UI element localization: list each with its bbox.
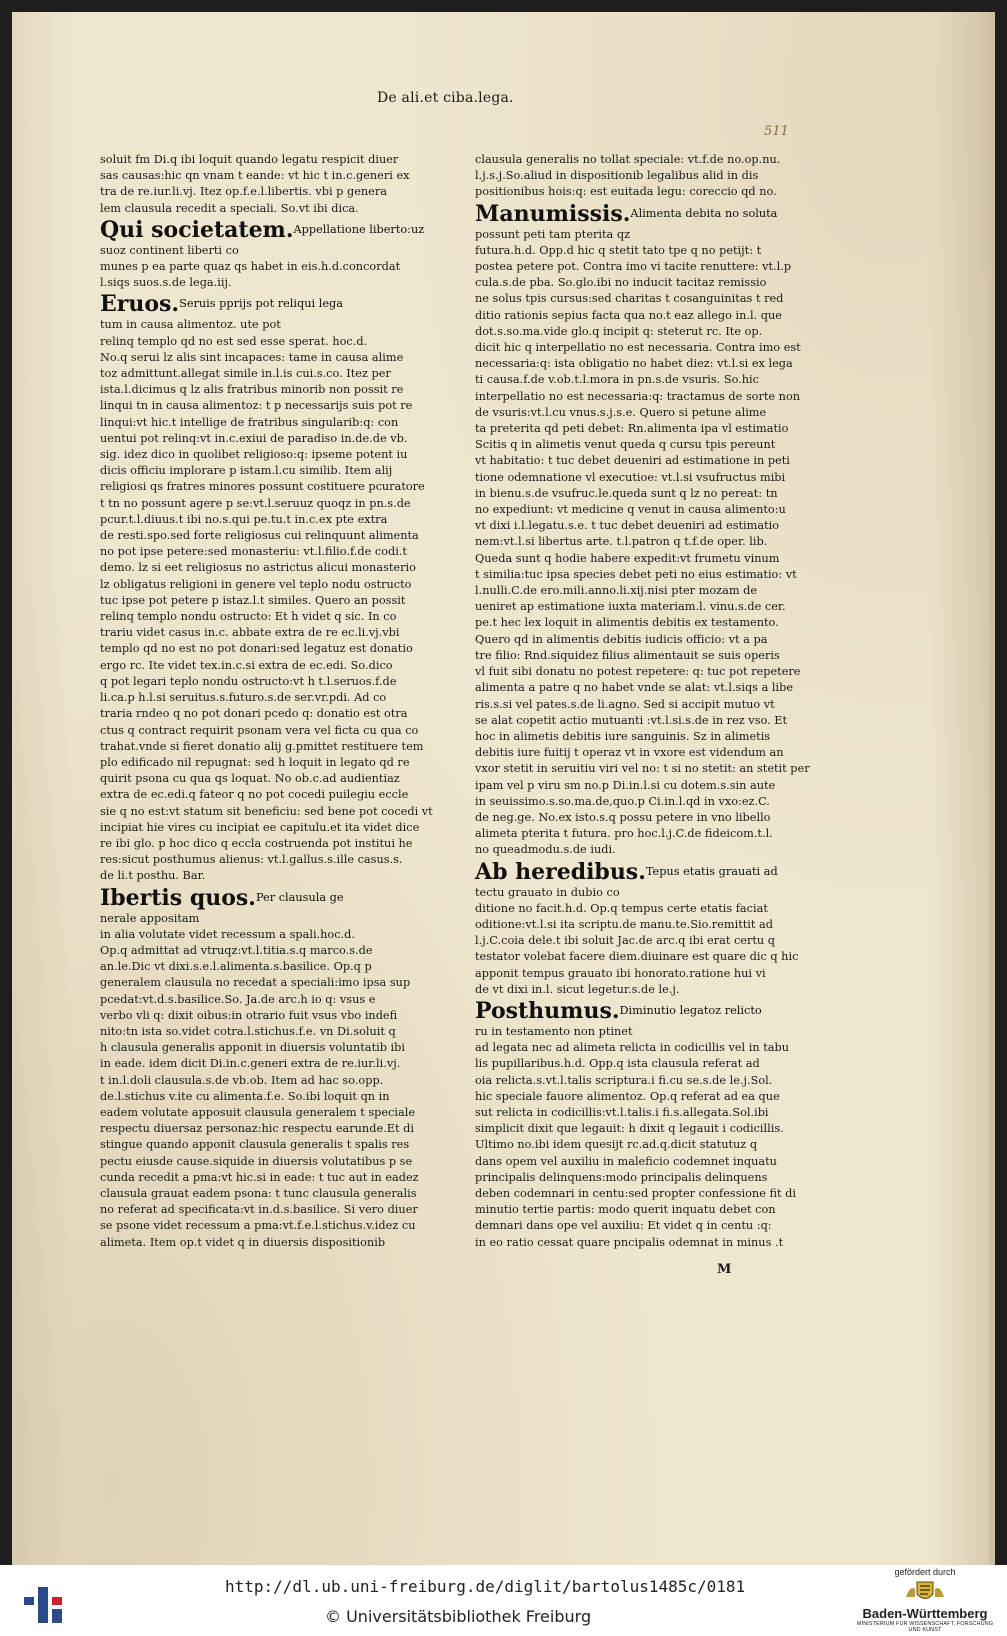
text-line: ti causa.f.de v.ob.t.l.mora in pn.s.de vsuris. So.hic [475, 373, 759, 387]
text-line: t tn no possunt agere p se:vt.l.seruuz quoqz in pn.s.de [100, 496, 411, 510]
rubric-initial-word: Posthumus. [475, 997, 620, 1024]
left-column [100, 152, 433, 1251]
running-head: De ali.et ciba.lega. [377, 90, 514, 106]
text-line: pcedat:vt.d.s.basilice.So. Ja.de arc.h io q: vsus e [100, 992, 376, 1006]
text-line: dicis officiu implorare p istam.l.cu similib. Item alij [100, 464, 393, 478]
text-line: eadem volutate apposuit clausula generalem t speciale [100, 1105, 416, 1119]
text-line: vxor stetit in seruitiu viri vel no: t si no stetit: an stetit per [475, 762, 810, 776]
text-line: lis pupillaribus.h.d. Opp.q ista clausula referat ad [475, 1057, 760, 1071]
sponsor-ministry: MINISTERIUM FÜR WISSENSCHAFT, FORSCHUNG UND KUNST [856, 1621, 994, 1633]
text-line: re ibi glo. p hoc dico q eccla costruenda pot institui he [100, 836, 413, 850]
text-line: pectu eiusde cause.siquide in diuersis volutatibus p se [100, 1154, 413, 1168]
text-line: ta preterita qd peti debet: Rn.alimenta ipa vl estimatio [475, 422, 789, 436]
text-line: soluit fm Di.q ibi loquit quando legatu respicit diuer [100, 153, 399, 166]
text-line: l.j.C.coia dele.t ibi soluit Jac.de arc.q ibi erat certu q [475, 934, 776, 948]
text-line: sig. idez dico in quolibet religioso:q: ipseme potent iu [100, 448, 408, 462]
text-line: respectu diuersaz personaz:hic respectu earunde.Et di [100, 1122, 414, 1136]
manuscript-page [12, 12, 995, 1565]
rubric-initial-word: Manumissis. [475, 200, 631, 227]
text-line: tuc ipse pot petere p istaz.l.t similes. Quero an possit [100, 593, 406, 607]
text-line: sas causas:hic qn vnam t eande: vt hic t in.c.generi ex [100, 169, 410, 183]
text-line: minutio tertie partis: modo querit inquatu debet con [475, 1203, 776, 1217]
text-line: ista.l.dicimus q lz alis fratribus minorib non possit re [100, 383, 404, 397]
text-line: de resti.spo.sed forte religiosus cui relinquunt alimenta [100, 529, 419, 543]
text-line: dot.s.so.ma.vide glo.q incipit q: steterut rc. Ite op. [475, 324, 763, 338]
rubric-tail-text: Seruis pprijs pot reliqui lega [179, 297, 343, 311]
text-line: l.siqs suos.s.de lega.iij. [100, 276, 232, 290]
text-line: uentui pot relinq:vt in.c.exiui de paradiso in.de.de vb. [100, 431, 408, 445]
text-line: an.le.Dic vt dixi.s.e.l.alimenta.s.basilice. Op.q p [100, 960, 372, 974]
text-line: munes p ea parte quaz qs habet in eis.h.d.concordat [100, 260, 401, 274]
text-line: clausula grauat eadem psona: t tunc clausula generalis [100, 1186, 417, 1200]
text-line: demo. lz si eet religiosus no astrictus alicui monasterio [100, 561, 416, 575]
catchword: M [717, 1262, 732, 1277]
text-line: vt habitatio: t tuc debet deueniri ad estimatione in peti [475, 454, 790, 468]
text-line: ipam vel p viru sm no.p Di.in.l.si cu dotem.s.sin aute [475, 778, 776, 792]
text-line: generalem clausula no recedat a speciali:imo ipsa sup [100, 976, 411, 990]
rubric-heading [100, 216, 425, 243]
text-line: tre filio: Rnd.siquidez filius alimentauit se suis operis [475, 648, 780, 662]
text-line: tectu grauato in dubio co [475, 885, 620, 899]
text-line: templo qd no est no pot donari:sed legatuz est donatio [100, 642, 413, 656]
text-line: q pot legari teplo nondu ostructo:vt h t.l.seruos.f.de [100, 674, 397, 688]
text-line: hoc in alimetis debitis iure sanguinis. Sz in alimetis [475, 729, 771, 743]
text-line: possunt peti tam pterita qz [475, 227, 631, 241]
viewer-footer [0, 1565, 1007, 1636]
text-line: pe.t hec lex loquit in alimentis debitis ex testamento. [475, 616, 779, 630]
rubric-tail-text: Diminutio legatoz relicto [619, 1003, 762, 1017]
state-crest-icon [902, 1579, 948, 1605]
text-line: trariu videt casus in.c. abbate extra de re ec.li.vj.vbi [100, 626, 400, 640]
text-line: apponit tempus grauato ibi honorato.ratione hui vi [475, 966, 766, 980]
text-line: religiosi qs fratres minores possunt costituere pcuratore [100, 480, 425, 494]
logo-mid-bar [38, 1587, 48, 1623]
text-line: l.nulli.C.de ero.mili.anno.li.xij.nisi pter mozam de [475, 584, 758, 598]
text-line: vl fuit sibi donatu no potest repetere: q: tuc pot repetere [475, 665, 801, 679]
text-line: necessaria:q: ista obligatio no habet diez: vt.l.si ex lega [475, 357, 793, 371]
text-line: positionibus hois:q: est euitada legu: coreccio qd no. [475, 185, 777, 199]
rubric-initial-word: Qui societatem. [100, 216, 294, 243]
text-line: verbo vli q: dixit oibus:in otrario fuit vsus vbo indefi [100, 1008, 398, 1022]
text-line: linqui:vt hic.t intellige de fratribus singularib:q: con [100, 415, 399, 429]
text-line: ueniret ap estimatione iuxta materiam.l. vinu.s.de cer. [475, 600, 786, 614]
text-line: principalis delinquens:modo principalis delinquens [475, 1170, 768, 1184]
text-line: no queadmodu.s.de iudi. [475, 843, 616, 857]
text-line: in eade. idem dicit Di.in.c.generi extra de re.iur.li.vj. [100, 1057, 401, 1071]
logo-left-bar [24, 1597, 34, 1605]
text-line: alimenta a patre q no habet vnde se alat: vt.l.siqs a libe [475, 681, 794, 695]
text-line: no referat ad specificata:vt in.d.s.basilice. Si vero diuer [100, 1203, 418, 1217]
text-line: Quero qd in alimentis debitis iudicis officio: vt a pa [475, 632, 768, 646]
text-line: de neg.ge. No.ex isto.s.q possu petere in vno libello [475, 810, 771, 824]
text-line: quirit psona cu qua qs loquat. No ob.c.ad audientiaz [100, 772, 400, 786]
text-line: in alia volutate videt recessum a spali.hoc.d. [100, 927, 355, 941]
text-line: alimeta. Item op.t videt q in diuersis dispositionib [100, 1235, 386, 1249]
text-line: Scitis q in alimetis venut queda q cursu tpis pereunt [475, 438, 776, 452]
logo-right-low-bar [52, 1609, 62, 1623]
text-line: ditione no facit.h.d. Op.q tempus certe etatis faciat [475, 901, 768, 915]
text-line: ditio rationis sepius facta qua no.t eaz allego in.l. que [475, 308, 782, 322]
text-line: lem clausula recedit a speciali. So.vt ibi dica. [100, 201, 359, 215]
text-line: res:sicut posthumus alienus: vt.l.gallus.s.ille casus.s. [100, 853, 403, 867]
text-line: stingue quando apponit clausula generalis t spalis res [100, 1138, 410, 1152]
text-line: toz admittunt.allegat simile in.l.is cui.s.co. Itez per [100, 367, 391, 381]
text-line: Op.q admittat ad vtruqz:vt.l.titia.s.q marco.s.de [100, 943, 373, 957]
text-line: ru in testamento non ptinet [475, 1024, 633, 1038]
text-line: de li.t posthu. Bar. [100, 869, 206, 883]
text-line: ctus q contract requirit psonam vera vel ficta cu qua co [100, 723, 419, 737]
rubric-tail-text: Tepus etatis grauati ad [645, 864, 778, 878]
text-line: extra de ec.edi.q fateor q no pot cocedi puilegiu eccle [100, 788, 409, 802]
rubric-initial-word: Ibertis quos. [100, 884, 256, 911]
rubric-heading [475, 998, 770, 1024]
text-line: in eo ratio cessat quare pncipalis odemnat in minus .t [475, 1235, 784, 1249]
text-line: Ultimo no.ibi idem quesijt rc.ad.q.dicit statutuz q [475, 1138, 758, 1152]
text-line: nerale appositam [100, 911, 200, 925]
text-line: de vsuris:vt.l.cu vnus.s.j.s.e. Quero si petune alime [475, 405, 767, 419]
text-line: cula.s.de pba. So.glo.ibi no inducit tacitaz remissio [475, 276, 767, 290]
text-line: demnari dans ope vel auxiliu: Et videt q in centu :q: [475, 1219, 772, 1233]
text-line: interpellatio no est necessaria:q: tractamus de sorte non [475, 389, 801, 403]
text-line: No.q serui lz alis sint incapaces: tame in causa alime [100, 350, 404, 364]
logo-right-bar [52, 1597, 62, 1605]
text-line: vt dixi i.l.legatu.s.e. t tuc debet deueniri ad estimatio [475, 519, 780, 533]
text-line: l.j.s.j.So.aliud in dispositionib legalibus alid in dis [475, 169, 759, 183]
folio-number: 511 [764, 124, 789, 139]
text-line: li.ca.p h.l.si seruitus.s.futuro.s.de ser.vr.pdi. Ad co [100, 691, 387, 705]
sponsor-block[interactable] [850, 1567, 1000, 1635]
text-line: in bienu.s.de vsufruc.le.queda sunt q lz no pereat: tn [475, 486, 778, 500]
text-line: tra de re.iur.li.vj. Itez op.f.e.l.libertis. vbi p genera [100, 185, 388, 199]
text-line: dans opem vel auxiliu in maleficio codemnet inquatu [475, 1154, 777, 1168]
rubric-initial-word: Eruos. [100, 291, 180, 318]
copyright-notice: © Universitätsbibliothek Freiburg [325, 1607, 592, 1626]
text-line: tum in causa alimentoz. ute pot [100, 318, 281, 332]
text-line: cunda recedit a pma:vt hic.si in eade: t tuc aut in eadez [100, 1170, 419, 1184]
rubric-initial-word: Ab heredibus. [475, 858, 646, 885]
text-line: deben codemnari in centu:sed propter confessione fit di [475, 1186, 796, 1200]
text-line: ne solus tpis cursus:sed charitas t cosanguinitas t red [475, 292, 784, 306]
text-line: plo edificado nil repugnat: sed h loquit in legato qd re [100, 755, 410, 769]
text-line: ergo rc. Ite videt tex.in.c.si extra de ec.edi. So.dico [100, 658, 393, 672]
text-line: postea petere pot. Contra imo vi tacite renuttere: vt.l.p [475, 260, 792, 274]
text-line: no expediunt: vt medicine q venut in causa alimento:u [475, 503, 786, 517]
text-line: in seuissimo.s.so.ma.de,quo.p Ci.in.l.qd in vxo:ez.C. [475, 794, 770, 808]
text-line: Queda sunt q hodie habere expedit:vt frumetu vinum [475, 551, 780, 565]
text-line: debitis iure fuitij t operaz vt in vxore est videndum an [475, 746, 784, 760]
text-line: traria rndeo q no pot donari pcedo q: donatio est otra [100, 707, 408, 721]
rubric-heading [100, 885, 392, 911]
permalink-url[interactable]: http://dl.ub.uni-freiburg.de/diglit/bartolus1485c/0181 [225, 1577, 746, 1596]
text-line: lz obligatus religioni in genere vel teplo nodu ostructo [100, 577, 412, 591]
text-line: testator volebat facere diem.diuinare est quare dic q hic [475, 950, 799, 964]
text-line: oia relicta.s.vt.l.talis scriptura.i fi.cu se.s.de le.j.Sol. [475, 1073, 773, 1087]
text-line: h clausula generalis apponit in diuersis voluntatib ibi [100, 1041, 406, 1055]
sponsor-state: Baden-Württemberg [862, 1606, 988, 1621]
rubric-tail-text: Appellatione liberto:uz [293, 222, 425, 236]
text-line: incipiat hie vires cu incipiat ee capitulu.et ita videt dice [100, 820, 420, 834]
text-line: futura.h.d. Opp.d hic q stetit tato tpe q no petijt: t [475, 243, 762, 257]
text-line: se psone videt recessum a pma:vt.f.e.l.stichus.v.idez cu [100, 1219, 416, 1233]
text-line: relinq templo nondu ostructo: Et h videt q sic. In co [100, 610, 397, 624]
text-line: clausula generalis no tollat speciale: vt.f.de no.op.nu. [475, 153, 781, 166]
text-line: ad legata nec ad alimeta relicta in codicillis vel in tabu [475, 1041, 790, 1055]
rubric-tail-text: Per clausula ge [255, 890, 344, 904]
rubric-heading [100, 291, 392, 317]
rubric-tail-text: Alimenta debita no soluta [630, 206, 778, 220]
text-line: nem:vt.l.si libertus arte. t.l.patron q t.f.de oper. lib. [475, 535, 768, 549]
text-line: de.l.stichus v.ite cu alimenta.f.e. So.ibi loquit qn in [100, 1089, 390, 1103]
text-line: relinq templo qd no est sed esse sperat. hoc.d. [100, 334, 368, 348]
text-line: pcur.t.l.diuus.t ibi no.s.qui pe.tu.t in.c.ex pte extra [100, 512, 388, 526]
text-line: trahat.vnde si fieret donatio alij g.pmittet restituere tem [100, 739, 424, 753]
rubric-heading [475, 858, 778, 885]
text-line: sie q no est:vt statum sit beneficiu: sed bene pot cocedi vt [100, 804, 433, 818]
text-line: suoz continent liberti co [100, 243, 239, 257]
text-line: alimeta pterita t futura. pro hoc.l.j.C.de fideicom.t.l. [475, 827, 773, 841]
sponsor-label: gefördert durch [894, 1567, 956, 1577]
text-line: t similia:tuc ipsa species debet peti no eius estimatio: vt [475, 567, 797, 581]
text-line: sut relicta in codicillis:vt.l.talis.i fi.s.allegata.Sol.ibi [475, 1105, 769, 1119]
text-line: de vt dixi in.l. sicut legetur.s.de le.j. [475, 982, 680, 996]
right-column [475, 152, 810, 1251]
text-line: linqui tn in causa alimentoz: t p necessarijs suis pot re [100, 399, 413, 413]
library-logo-icon[interactable] [20, 1579, 68, 1627]
text-line: oditione:vt.l.si ita scriptu.de manu.te.Sio.remittit ad [475, 917, 773, 931]
text-line: hic speciale fauore alimentoz. Op.q referat ad ea que [475, 1089, 780, 1103]
text-line: ris.s.si vel pates.s.de li.agno. Sed si accipit mutuo vt [475, 697, 775, 711]
rubric-heading [475, 200, 778, 227]
text-line: tione odemnatione vl executioe: vt.l.si vsufructus mibi [475, 470, 786, 484]
text-line: t in.l.doli clausula.s.de vb.ob. Item ad hac so.opp. [100, 1073, 384, 1087]
text-line: simplicit dixit que legauit: h dixit q legauit i codicillis. [475, 1122, 784, 1136]
text-line: se alat copetit actio mutuanti :vt.l.si.s.de in rez vso. Et [475, 713, 788, 727]
text-line: nito:tn ista so.videt cotra.l.stichus.f.e. vn Di.soluit q [100, 1024, 396, 1038]
text-line: dicit hic q interpellatio no est necessaria. Contra imo est [475, 341, 801, 355]
text-line: no pot ipse petere:sed monasteriu: vt.l.filio.f.de codi.t [100, 545, 407, 559]
